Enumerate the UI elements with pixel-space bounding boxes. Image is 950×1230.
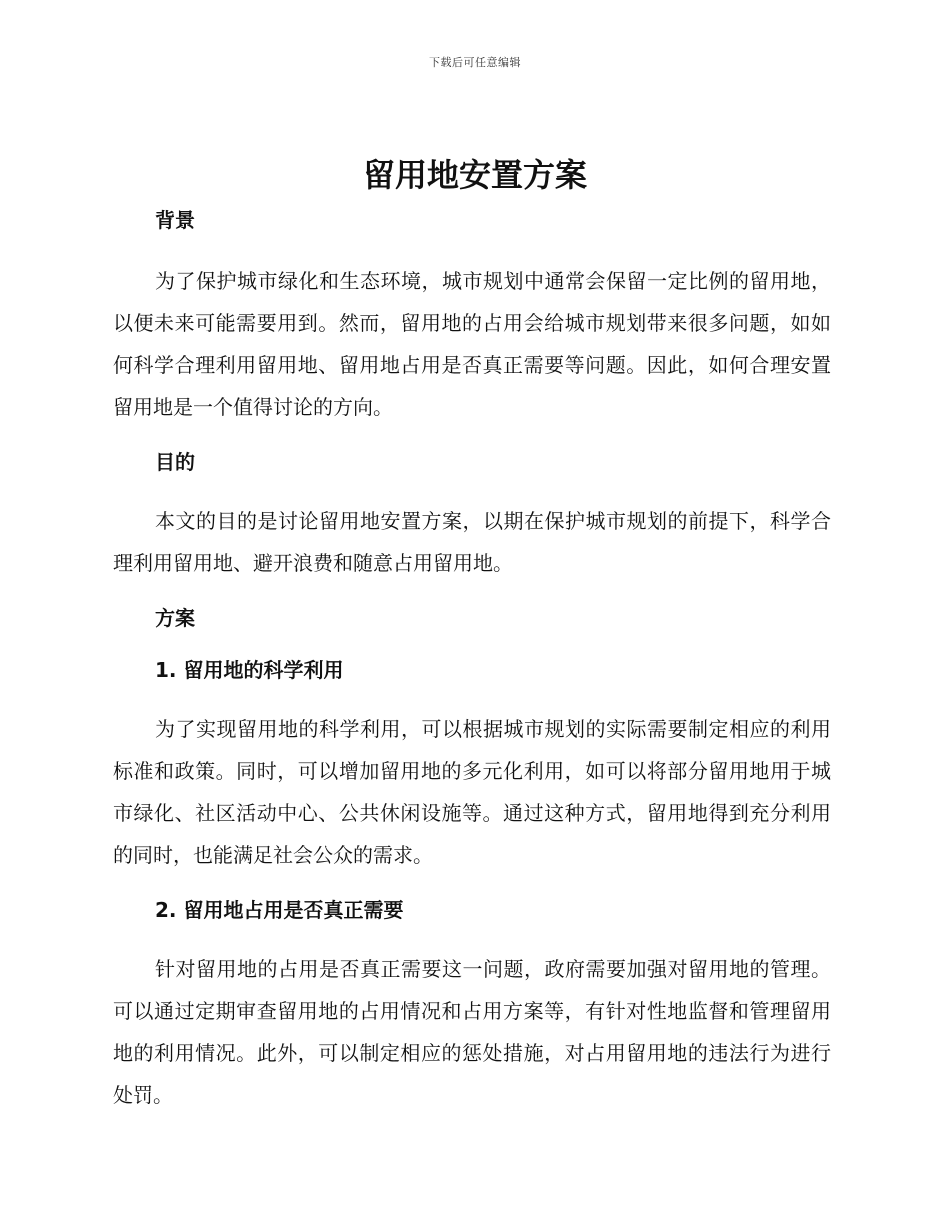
paragraph-scientific-use: 为了实现留用地的科学利用，可以根据城市规划的实际需要制定相应的利用标准和政策。同时，可以增加留用地的多元化利用，如可以将部分留用地用于城市绿化、社区活动中心、公共休闲设施等。通过这种方式，留用地得到充分利用的同时，也能满足社会公众的需求。	[113, 717, 831, 867]
section-heading-background: 背景	[155, 208, 195, 232]
section-heading-purpose: 目的	[155, 450, 195, 474]
paragraph-background: 为了保护城市绿化和生态环境，城市规划中通常会保留一定比例的留用地，以便未来可能需要用到。然而，留用地的占用会给城市规划带来很多问题，如如何科学合理利用留用地、留用地占用是否真正需要等问题。因此，如何合理安置留用地是一个值得讨论的方向。	[113, 269, 831, 419]
subsection-heading-occupation-need: 2. 留用地占用是否真正需要	[155, 898, 404, 922]
header-note: 下载后可任意编辑	[429, 56, 521, 69]
paragraph-purpose: 本文的目的是讨论留用地安置方案，以期在保护城市规划的前提下，科学合理利用留用地、避开浪费和随意占用留用地。	[113, 509, 831, 575]
paragraph-occupation-need: 针对留用地的占用是否真正需要这一问题，政府需要加强对留用地的管理。可以通过定期审查留用地的占用情况和占用方案等，有针对性地监督和管理留用地的利用情况。此外，可以制定相应的惩处措施，对占用留用地的违法行为进行处罚。	[113, 957, 831, 1107]
subsection-heading-scientific-use: 1. 留用地的科学利用	[155, 658, 344, 682]
document-body	[113, 200, 831, 1116]
page-title: 留用地安置方案	[362, 156, 587, 194]
section-heading-plan: 方案	[155, 606, 195, 630]
